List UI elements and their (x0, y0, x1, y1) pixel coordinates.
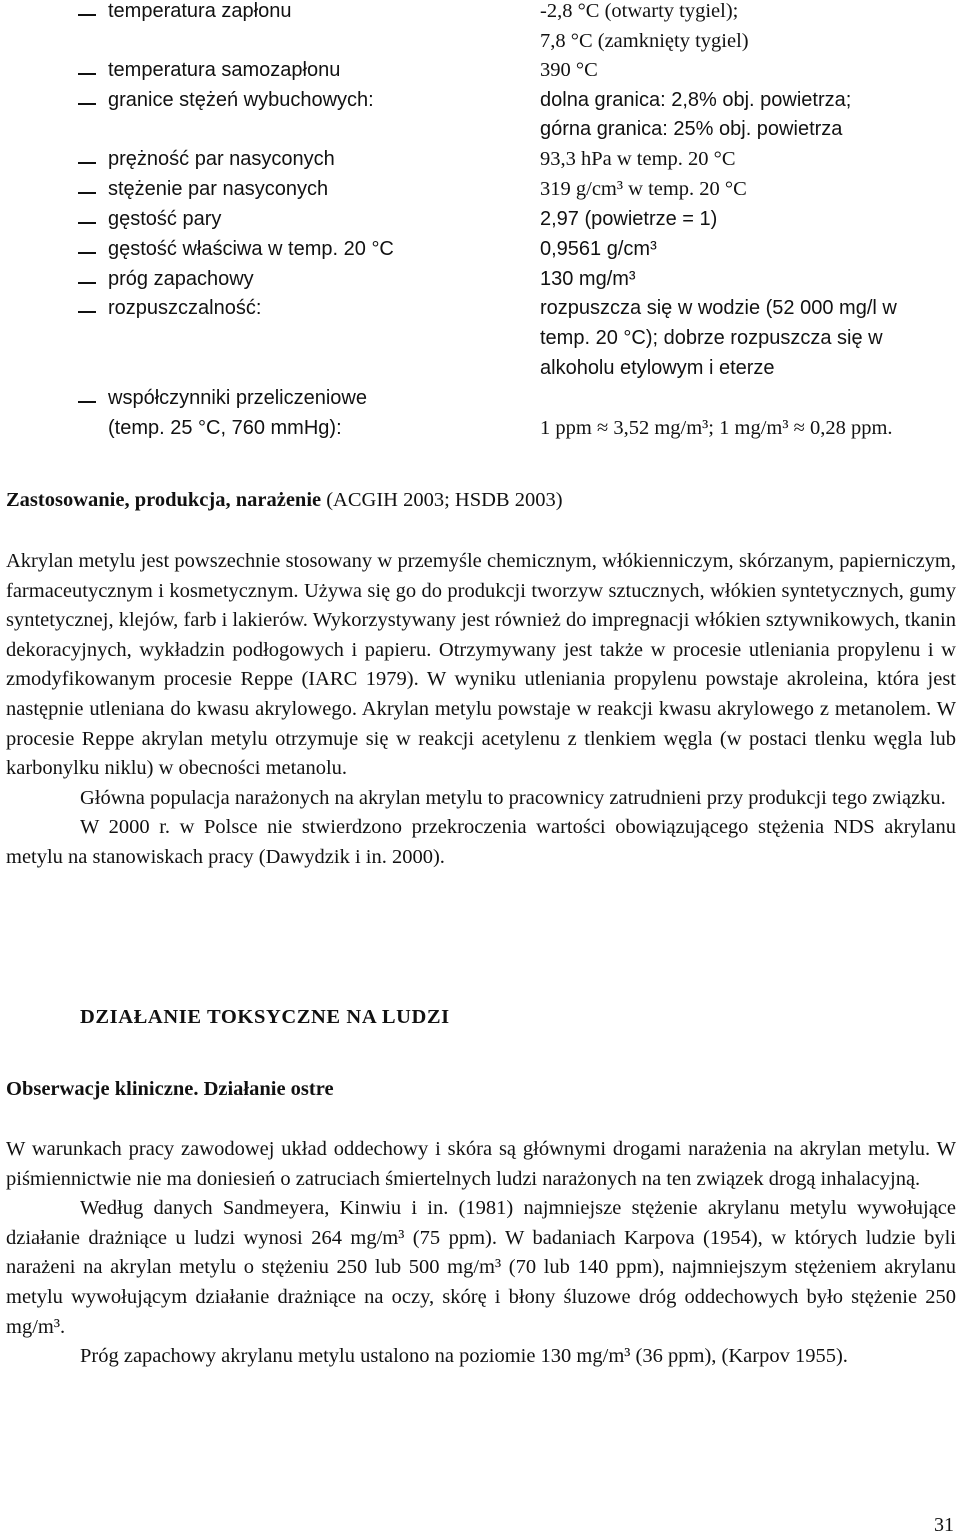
list-dash (78, 14, 96, 16)
property-value: -2,8 °C (otwarty tygiel); (540, 0, 739, 22)
property-label: współczynniki przeliczeniowe (108, 387, 367, 409)
property-value-line: górna granica: 25% obj. powietrza (540, 118, 843, 140)
section-heading-sources: (ACGIH 2003; HSDB 2003) (321, 489, 563, 511)
property-value: 1 ppm ≈ 3,52 mg/m³; 1 mg/m³ ≈ 0,28 ppm. (540, 417, 893, 439)
property-value: 390 °C (540, 59, 598, 81)
property-row (0, 178, 960, 208)
property-value: 130 mg/m³ (540, 268, 636, 290)
property-row (0, 268, 960, 298)
list-dash (78, 222, 96, 224)
page-number: 31 (934, 1514, 954, 1536)
list-dash (78, 252, 96, 254)
paragraph: Akrylan metylu jest powszechnie stosowany w przemyśle chemicznym, włókienniczym, skórzanym, papierniczym, farmaceutycznym i kosmetycznym. Używa się go do produkcji tworzyw sztucznych, włókien syntetycznych, gumy syntetycznej, klejów, farb i lakierów. Wykorzystywany jest również do impregnacji włókien sztywnikowych, tkanin dekoracyjnych, wykładzin podłogowych i papieru. Otrzymywany jest także w procesie utleniania propylenu i w zmodyfikowanym procesie Reppe (IARC 1979). W wyniku utleniania propylenu powstaje akroleina, która jest następnie utleniana do kwasu akrylowego. Akrylan metylu powstaje w reakcji kwasu akrylowego z metanolem. W procesie Reppe akrylan metylu otrzymuje się w reakcji acetylenu z tlenkiem węgla (w postaci tlenku węgla lub karbonylku niklu) w obecności metanolu. (6, 550, 956, 780)
list-dash (78, 103, 96, 105)
property-value-line: temp. 20 °C); dobrze rozpuszcza się w (540, 327, 883, 349)
property-row (0, 0, 960, 30)
property-label: gęstość pary (108, 208, 222, 230)
property-value: 93,3 hPa w temp. 20 °C (540, 148, 736, 170)
section1-body (6, 547, 956, 873)
property-row (0, 297, 960, 327)
list-dash (78, 311, 96, 313)
list-dash (78, 192, 96, 194)
property-label: rozpuszczalność: (108, 297, 262, 319)
property-row (0, 208, 960, 238)
paragraph: W warunkach pracy zawodowej układ oddechowy i skóra są głównymi drogami narażenia na akrylan metylu. W piśmiennictwie nie ma doniesień o zatruciach śmiertelnych ludzi narażonych na ten związek drogą inhalacyjną. (6, 1138, 956, 1190)
property-label: granice stężeń wybuchowych: (108, 89, 374, 111)
section2-body (6, 1135, 956, 1372)
property-label: prężność par nasyconych (108, 148, 335, 170)
property-label: gęstość właściwa w temp. 20 °C (108, 238, 394, 260)
section-title: DZIAŁANIE TOKSYCZNE NA LUDZI (80, 1006, 450, 1028)
property-value: 0,9561 g/cm³ (540, 238, 657, 260)
property-label: stężenie par nasyconych (108, 178, 329, 200)
list-dash (78, 162, 96, 164)
property-value-line: alkoholu etylowym i eterze (540, 357, 775, 379)
property-row (0, 89, 960, 119)
property-label: temperatura zapłonu (108, 0, 292, 22)
property-row (0, 238, 960, 268)
property-label: próg zapachowy (108, 268, 254, 290)
property-row (0, 148, 960, 178)
property-row (0, 387, 960, 417)
property-value: 319 g/cm³ w temp. 20 °C (540, 178, 747, 200)
property-label: temperatura samozapłonu (108, 59, 341, 81)
property-row (0, 59, 960, 89)
property-value: 2,97 (powietrze = 1) (540, 208, 718, 230)
list-dash (78, 282, 96, 284)
paragraph: Główna populacja narażonych na akrylan metylu to pracownicy zatrudnieni przy produkcji tego związku. (80, 786, 946, 809)
paragraph: Próg zapachowy akrylanu metylu ustalono na poziomie 130 mg/m³ (36 ppm), (Karpov 1955). (80, 1345, 848, 1368)
paragraph: Według danych Sandmeyera, Kinwiu i in. (1981) najmniejsze stężenie akrylanu metylu wywołujące działanie drażniące u ludzi wynosi 264 mg/m³ (75 ppm). W badaniach Karpova (1954), w których ludzie byli narażeni na akrylan metylu o stężeniu 250 lub 500 mg/m³ (70 lub 140 ppm), najmniejszym stężeniem akrylanu metylu wywołującym działanie drażniące na oczy, skórę i błony śluzowe dróg oddechowych było stężenie 250 mg/m³. (6, 1197, 956, 1338)
property-row (0, 417, 960, 447)
list-dash (78, 401, 96, 403)
paragraph: W 2000 r. w Polsce nie stwierdzono przekroczenia wartości obowiązującego stężenia NDS akrylanu metylu na stanowiskach pracy (Dawydzik i in. 2000). (6, 816, 956, 868)
list-dash (78, 73, 96, 75)
property-label-line: (temp. 25 °C, 760 mmHg): (108, 417, 342, 439)
section-subtitle: Obserwacje kliniczne. Działanie ostre (6, 1078, 334, 1100)
property-value: rozpuszcza się w wodzie (52 000 mg/l w (540, 297, 897, 319)
section-heading-bold: Zastosowanie, produkcja, narażenie (6, 489, 322, 511)
property-value-line: 7,8 °C (zamknięty tygiel) (540, 30, 749, 52)
property-value: dolna granica: 2,8% obj. powietrza; (540, 89, 852, 111)
section-heading (6, 489, 563, 512)
